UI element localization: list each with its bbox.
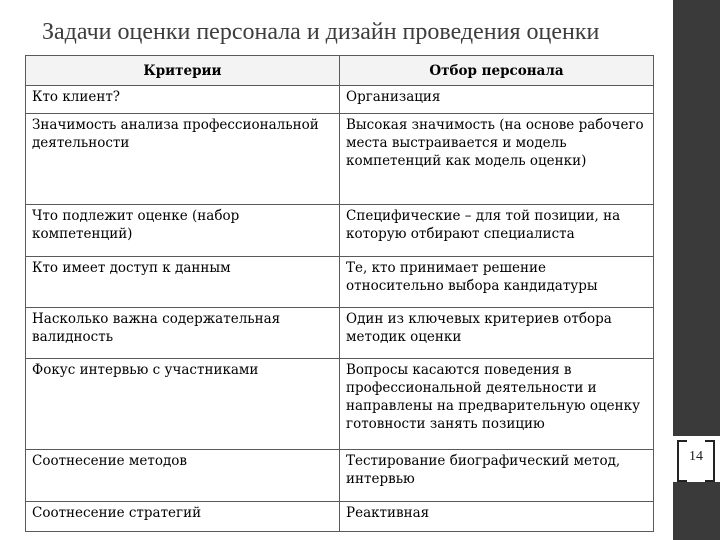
header-criteria: Критерии bbox=[26, 56, 340, 86]
table-row bbox=[26, 114, 654, 205]
table-row bbox=[26, 86, 654, 114]
criterion-cell: Что подлежит оценке (набор компетенций) bbox=[26, 205, 340, 257]
value-cell: Организация bbox=[340, 86, 654, 114]
value-cell: Реактивная bbox=[340, 502, 654, 532]
header-selection: Отбор персонала bbox=[340, 56, 654, 86]
value-cell: Высокая значимость (на основе рабочего места выстраивается и модель компетенций как модель оценки) bbox=[340, 114, 654, 205]
value-cell: Вопросы касаются поведения в профессиональной деятельности и направлены на предварительную оценку готовности занять позицию bbox=[340, 359, 654, 450]
criterion-cell: Кто клиент? bbox=[26, 86, 340, 114]
table-row bbox=[26, 205, 654, 257]
criterion-cell: Кто имеет доступ к данным bbox=[26, 257, 340, 308]
criteria-table bbox=[25, 55, 654, 532]
value-cell: Те, кто принимает решение относительно выбора кандидатуры bbox=[340, 257, 654, 308]
criterion-cell: Фокус интервью с участниками bbox=[26, 359, 340, 450]
page-number: 14 bbox=[689, 449, 703, 464]
criterion-cell: Соотнесение методов bbox=[26, 450, 340, 502]
table-row bbox=[26, 308, 654, 359]
slide-title: Задачи оценки персонала и дизайн проведения оценки bbox=[42, 19, 600, 45]
criterion-cell: Значимость анализа профессиональной деятельности bbox=[26, 114, 340, 205]
table-header-row bbox=[26, 56, 654, 86]
page-number-badge bbox=[671, 436, 720, 482]
criterion-cell: Соотнесение стратегий bbox=[26, 502, 340, 532]
value-cell: Тестирование биографический метод, интервью bbox=[340, 450, 654, 502]
value-cell: Специфические – для той позиции, на которую отбирают специалиста bbox=[340, 205, 654, 257]
table-row bbox=[26, 502, 654, 532]
table-row bbox=[26, 257, 654, 308]
criterion-cell: Насколько важна содержательная валидность bbox=[26, 308, 340, 359]
table-row bbox=[26, 359, 654, 450]
table-row bbox=[26, 450, 654, 502]
value-cell: Один из ключевых критериев отбора методик оценки bbox=[340, 308, 654, 359]
